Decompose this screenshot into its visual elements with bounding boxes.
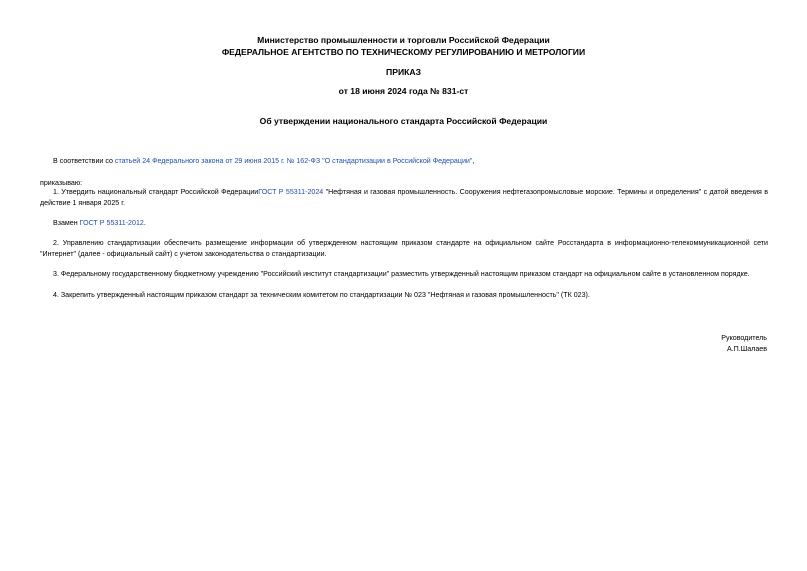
signature-name: А.П.Шалаев bbox=[726, 345, 767, 353]
intro-prefix: В соответствии со bbox=[53, 157, 115, 165]
federal-law-link[interactable]: статьей 24 Федерального закона от 29 июня 2015 г. № 162-ФЗ "О стандартизации в Российской Федерации" bbox=[114, 157, 473, 165]
item-2-paragraph: 2. Управлению стандартизации обеспечить размещение информации об утвержденном настоящим приказом стандарте на официальном сайте Росстандарта в информационно-телекоммуникационной сети "Интернет" (далее - официальный сайт) с учетом законодательства о стандартизации. bbox=[40, 239, 768, 258]
signature-position: Руководитель bbox=[721, 334, 767, 342]
gost-2024-link[interactable]: ГОСТ Р 55311-2024 bbox=[258, 188, 324, 196]
doc-title: Об утверждении национального стандарта Российской Федерации bbox=[259, 116, 548, 126]
replace-paragraph bbox=[40, 218, 768, 229]
item-1-paragraph bbox=[40, 187, 768, 209]
doc-date-number: от 18 июня 2024 года № 831-ст bbox=[338, 86, 469, 96]
item-1-prefix: 1. Утвердить национальный стандарт Российской Федерации bbox=[53, 188, 259, 196]
intro-suffix: , bbox=[472, 157, 475, 165]
replace-prefix: Взамен bbox=[53, 219, 80, 227]
item-1-suffix: "Нефтяная и газовая промышленность. Сооружения нефтегазопромысловые морские. Термины и определения" с датой введения в действие 1 января 2025 г. bbox=[40, 188, 768, 207]
ministry-name: Министерство промышленности и торговли Российской Федерации bbox=[257, 35, 550, 45]
agency-name: ФЕДЕРАЛЬНОЕ АГЕНТСТВО ПО ТЕХНИЧЕСКОМУ РЕГУЛИРОВАНИЮ И МЕТРОЛОГИИ bbox=[221, 47, 586, 57]
gost-2012-link[interactable]: ГОСТ Р 55311-2012 bbox=[79, 219, 144, 227]
order-word: приказываю: bbox=[40, 179, 83, 187]
intro-paragraph bbox=[40, 156, 768, 167]
replace-suffix: . bbox=[143, 219, 146, 227]
signature-block bbox=[721, 333, 767, 355]
item-4-paragraph: 4. Закрепить утвержденный настоящим приказом стандарт за техническим комитетом по стандартизации № 023 "Нефтяная и газовая промышленность" (ТК 023). bbox=[53, 291, 590, 299]
doc-type: ПРИКАЗ bbox=[386, 67, 421, 77]
item-3-paragraph: 3. Федеральному государственному бюджетному учреждению "Российский институт стандартизации" разместить утвержденный настоящим приказом стандарт на официальном сайте в установленном порядке. bbox=[53, 270, 750, 278]
